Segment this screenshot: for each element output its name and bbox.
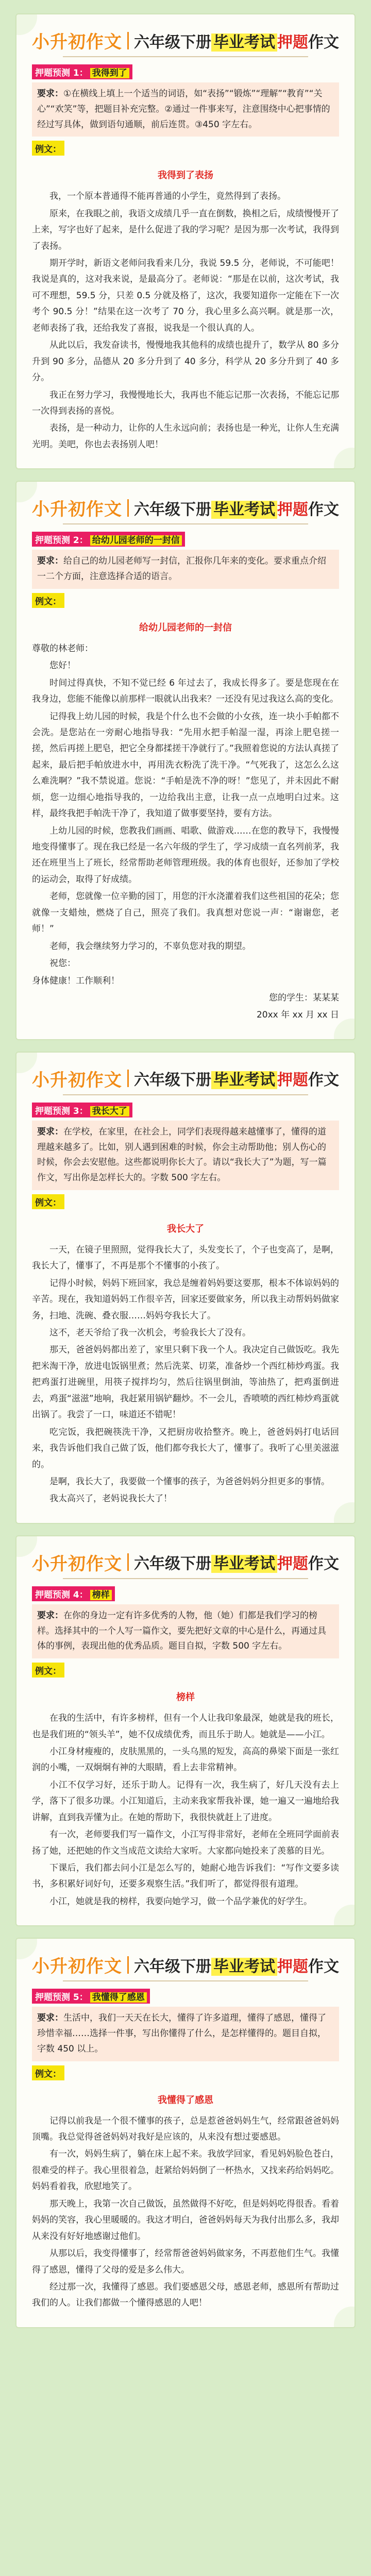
essay-card-4 <box>15 1535 356 1927</box>
title-underline <box>63 523 308 524</box>
title-suffix: 作文 <box>308 1071 339 1090</box>
example-tag: 例文： <box>32 593 64 608</box>
title-divider <box>127 32 129 49</box>
title-text <box>134 1067 339 1090</box>
title-prefix: 六年级下册 <box>134 1957 211 1976</box>
requirement-label: 要求： <box>37 1126 63 1137</box>
brand-title: 小升初作文 <box>32 1956 122 1977</box>
requirement-label: 要求： <box>37 89 63 99</box>
essay-paragraph: 老师，您就像一位辛勤的园丁，用您的汗水浇灌着我们这些祖国的花朵；您就像一支蜡烛，燃烧了自己，照亮了我们。我真想对您说一声：“谢谢您，老师！” <box>32 891 339 935</box>
title-divider <box>127 1553 129 1571</box>
essay-body <box>32 1242 339 1507</box>
title-red: 押题 <box>277 1071 308 1090</box>
essay-paragraph: 从那以后，我变得懂事了，经常帮爸爸妈妈做家务，不再惹他们生气。我懂得了感恩，懂得了父母的爱是多么伟大。 <box>32 2248 339 2275</box>
essay-paragraph: 记得我上幼儿园的时候，我是个什么也不会做的小女孩，连一块小手帕都不会洗。是您站在一旁耐心地指导我：“先用水把手帕湿一湿，再涂上肥皂搓一搓，然后再搓上肥皂，把它全身都揉搓干净就行了。”我照着您说的方法认真搓了起来，最后把手帕放进水中，再用洗衣粉洗了洗干净。“气死我了，这怎么么这么难洗啊？”我不禁说道。您说：“手帕是洗不净的呀！”您见了，并未因此不耐烦，您一边细心地指导我的，一边给我出主意，让我一点一点地明白过来。这样，最终我把手帕洗干净了，我知道了做事要坚持，要有方法。 <box>32 711 339 819</box>
page <box>0 13 371 2328</box>
requirement-box <box>32 2007 339 2061</box>
essay-title: 我懂得了感恩 <box>158 2094 213 2106</box>
essay-paragraph: 20xx 年 xx 月 xx 日 <box>256 1010 339 1021</box>
essay-paragraph: 小江不仅学习好，还乐于助人。记得有一次，我生病了，好几天没有去上学，落下了很多功课。小江知道后，主动来我家帮我补课，她一遍又一遍地给我讲解，直到我弄懂为止。在她的帮助下，我很快就赶上了进度。 <box>32 1780 339 1823</box>
topic-tag <box>32 1586 115 1601</box>
essay-paragraph: 记得以前我是一个很不懂事的孩子，总是惹爸爸妈妈生气，经常跟爸爸妈妈顶嘴。我总觉得爸爸妈妈对我好是应该的，从来没有想过要感恩。 <box>32 2115 339 2142</box>
essay-paragraph: 原来，在我眼之前，我语文成绩几乎一直在倒数，换相之后，成绩慢慢开了上来，写字也好了起来，是什么促进了我的学习呢？是因为那一次考试，我得到了表扬。 <box>32 208 339 251</box>
title-prefix: 六年级下册 <box>134 1071 211 1090</box>
title-red: 押题 <box>277 1555 308 1573</box>
topic-label: 押题预测 4： <box>35 1589 88 1600</box>
brand-title: 小升初作文 <box>32 32 122 53</box>
essay-paragraph: 期开学时，新语文老师问我看来几分，我说 59.5 分，老师说，不可能吧！我说是真的，这对我来说，是最高分了。老师说：“那是在以前，这次考试，我可不理想，59.5 分，只差 0.5 分就及格了，这次，我要知道你一定能在下一次考个 90.5 分！”结果在这一次考了 70 分，我心里多么高兴啊。就是那一次，老师表扬了我，还给我发了喜报，说我是一个很认真的人。 <box>32 258 339 333</box>
essay-title: 榜样 <box>176 1692 195 1703</box>
requirement-label: 要求： <box>37 1610 63 1621</box>
essay-paragraph: 身体健康！工作顺利！ <box>32 975 120 986</box>
title-underline <box>63 1094 308 1095</box>
topic-name: 榜样 <box>90 1590 112 1600</box>
card-title <box>32 1952 339 1977</box>
title-suffix: 作文 <box>308 33 339 52</box>
essay-paragraph: 有一次，妈妈生病了，躺在床上起不来。我放学回家，看见妈妈脸色苍白，很难受的样子。我心里很着急，赶紧给妈妈倒了一杯热水，又找来药给妈妈吃。妈妈看着我，欣慰地笑了。 <box>32 2149 339 2192</box>
essay-paragraph: 小江身材瘦瘦的，皮肤黑黑的，一头乌黑的短发，高高的鼻梁下面是一张红润的小嘴，一双炯炯有神的大眼睛，看上去非常精神。 <box>32 1746 339 1773</box>
essay-paragraph: 您好！ <box>49 660 76 671</box>
essay-body <box>32 189 339 453</box>
essay-paragraph: 有一次，老师要我们写一篇作文，小江写得非常好，老师在全班同学面前表扬了她，还把她的作文当成范文读给大家听。大家都向她投来了羡慕的目光。 <box>32 1829 339 1856</box>
requirement-box <box>32 1604 339 1658</box>
title-suffix: 作文 <box>308 1555 339 1573</box>
requirement-box <box>32 1121 339 1190</box>
requirement-box <box>32 82 339 137</box>
title-suffix: 作文 <box>308 500 339 519</box>
topic-name: 给幼儿园老师的一封信 <box>90 535 182 546</box>
topic-label: 押题预测 3： <box>35 1106 88 1116</box>
essay-body <box>32 1710 339 1910</box>
topic-label: 押题预测 2： <box>35 535 88 546</box>
essay-card-2 <box>15 481 356 1040</box>
title-underline <box>63 1980 308 1981</box>
title-red: 押题 <box>277 500 308 519</box>
card-title <box>32 28 339 53</box>
brand-title: 小升初作文 <box>32 1553 122 1574</box>
title-underline <box>63 1578 308 1579</box>
requirement-label: 要求： <box>37 556 63 567</box>
essay-title: 我得到了表扬 <box>158 170 213 181</box>
requirement-text: 在你的身边一定有许多优秀的人物，他（她）们都是我们学习的榜样。选择其中的一个人写一篇作文，要先把好文章的中心是什么，再通过具体的事例，表现出他的优秀品质。题目自拟，字数 500 字左右。 <box>37 1610 326 1652</box>
title-suffix: 作文 <box>308 1957 339 1976</box>
title-red: 押题 <box>277 33 308 52</box>
title-underline <box>63 56 308 57</box>
essay-paragraph: 这不，老天爷给了我一次机会，考验我长大了没有。 <box>49 1328 251 1338</box>
example-tag: 例文： <box>32 2065 64 2080</box>
essay-paragraph: 记得小时候，妈妈下班回家，我总是缠着妈妈要这要那，根本不体谅妈妈的辛苦。现在，我知道妈妈工作很辛苦，回家还要做家务，所以我主动帮妈妈做家务，扫地、洗碗、叠衣服……妈妈夸我长大了。 <box>32 1278 339 1321</box>
essay-paragraph: 下课后，我们都去问小江是怎么写的，她耐心地告诉我们：“写作文要多读书，多积累好词好句，还要多观察生活。”我们听了，都觉得很有道理。 <box>32 1863 339 1890</box>
title-prefix: 六年级下册 <box>134 500 211 519</box>
essay-paragraph: 吃完饭，我把碗筷洗干净，又把厨房收拾整齐。晚上，爸爸妈妈打电话回来，我告诉他们我自己做了饭，他们都夸我长大了，懂事了。我听了心里美滋滋的。 <box>32 1427 339 1470</box>
title-prefix: 六年级下册 <box>134 1555 211 1573</box>
topic-label: 押题预测 1： <box>35 68 88 78</box>
essay-paragraph: 我正在努力学习，我慢慢地长大，我再也不能忘记那一次表扬，不能忘记那一次得到表扬的喜悦。 <box>32 389 339 416</box>
topic-tag <box>32 64 132 79</box>
title-text <box>134 1551 339 1573</box>
essay-paragraph: 经过那一次，我懂得了感恩。我们要感恩父母，感恩老师，感恩所有帮助过我们的人。让我们都做一个懂得感恩的人吧！ <box>32 2281 339 2309</box>
essay-title: 我长大了 <box>167 1223 204 1234</box>
essay-paragraph: 从此以后，我发奋读书，慢慢地我其他科的成绩也提升了，数学从 80 多分升到 90 多分，品德从 20 多分升到了 40 多分，科学从 20 多分升到了 40 多分。 <box>32 340 339 383</box>
requirement-box <box>32 550 339 589</box>
topic-label: 押题预测 5： <box>35 1992 88 2003</box>
essay-paragraph: 您的学生：某某某 <box>269 992 339 1003</box>
essay-paragraph: 祝您： <box>49 958 76 969</box>
brand-title: 小升初作文 <box>32 499 122 520</box>
essay-card-1 <box>15 13 356 469</box>
topic-tag <box>32 1103 132 1117</box>
title-text <box>134 497 339 519</box>
essay-paragraph: 是啊，我长大了，我要做一个懂事的孩子，为爸爸妈妈分担更多的事情。 <box>49 1476 330 1487</box>
requirement-text: 生活中，我们一天天在长大，懂得了许多道理，懂得了感恩，懂得了珍惜幸福……选择一件事，写出你懂得了什么，是怎样懂得的。题目自拟，字数 450 以上。 <box>37 2013 326 2054</box>
essay-paragraph: 在我的生活中，有许多榜样，但有一个人让我印象最深，她就是我的班长，也是我们班的“领头羊”，她不仅成绩优秀，而且乐于助人。她就是——小江。 <box>32 1713 339 1740</box>
requirement-label: 要求： <box>37 2013 63 2024</box>
card-title <box>32 1066 339 1091</box>
brand-title: 小升初作文 <box>32 1070 122 1091</box>
requirement-text: 给自己的幼儿园老师写一封信，汇报你几年来的变化。要求重点介绍一二个方面，注意选择合适的语言。 <box>37 556 326 582</box>
example-tag: 例文： <box>32 1663 64 1677</box>
essay-paragraph: 那天晚上，我第一次自己做饭，虽然做得不好吃，但是妈妈吃得很香。看着妈妈的笑容，我心里暖暖的。我这才明白，爸爸妈妈每天为我付出那么多，我却从来没有好好地感谢过他们。 <box>32 2198 339 2242</box>
essay-paragraph: 我太高兴了，老妈说我长大了！ <box>49 1494 172 1504</box>
topic-tag <box>32 532 185 547</box>
title-divider <box>127 499 129 517</box>
title-highlight: 毕业考试 <box>211 1555 277 1573</box>
essay-card-5 <box>15 1938 356 2328</box>
title-red: 押题 <box>277 1957 308 1976</box>
title-highlight: 毕业考试 <box>211 501 277 519</box>
essay-paragraph: 尊敬的林老师： <box>32 643 93 654</box>
example-tag: 例文： <box>32 141 64 156</box>
title-divider <box>127 1956 129 1974</box>
essay-paragraph: 老师，我会继续努力学习的，不辜负您对我的期望。 <box>49 941 251 952</box>
topic-name: 我懂得了感恩 <box>90 1992 147 2003</box>
card-title <box>32 1550 339 1575</box>
essay-paragraph: 时间过得真快，不知不觉已经 6 年过去了，我成长得多了。要是您现在在我身边，您能不能像以前那样一眼就认出我来？一还没有见过我这么高的变化。 <box>32 677 339 705</box>
example-tag: 例文： <box>32 1194 64 1209</box>
essay-card-3 <box>15 1052 356 1524</box>
topic-tag <box>32 1989 150 2004</box>
topic-name: 我长大了 <box>90 1106 129 1116</box>
title-highlight: 毕业考试 <box>211 1958 277 1976</box>
title-prefix: 六年级下册 <box>134 33 211 52</box>
title-divider <box>127 1070 129 1087</box>
title-highlight: 毕业考试 <box>211 33 277 52</box>
essay-paragraph: 上幼儿园的时候，您教我们画画、唱歌、做游戏……在您的教导下，我慢慢地变得懂事了。现在我已经是一名六年级的学生了，学习成绩一直名列前茅，我还在班里当上了班长，经常帮助老师管理班级。我的体育也很好，还参加了学校的运动会，取得了好成绩。 <box>32 825 339 885</box>
essay-paragraph: 表扬，是一种动力，让你的人生永远向前；表扬也是一种光，让你人生充满光明。美吧，你也去表扬别人吧！ <box>32 423 339 450</box>
title-highlight: 毕业考试 <box>211 1071 277 1089</box>
essay-paragraph: 我，一个原本普通得不能再普通的小学生，竟然得到了表扬。 <box>49 191 286 202</box>
topic-name: 我得到了 <box>90 68 129 78</box>
requirement-text: 在学校，在家里，在社会上，同学们表现得越来越懂事了，懂得的道理越来越多了。比如，别人遇到困难的时候，你会主动帮助他；别人伤心的时候，你会去安慰他。这些都说明你长大了。请以“我长大了”为题，写一篇作文，写出你是怎样长大的。字数 500 字左右。 <box>37 1126 327 1183</box>
essay-paragraph: 小江，她就是我的榜样，我要向她学习，做一个品学兼优的好学生。 <box>49 1896 312 1907</box>
requirement-text: ①在横线上填上一个适当的词语，如“表扬”“锻炼”“理解”“教育”“关心”“欢笑”等，把题目补充完整。②通过一件事来写，注意围绕中心把事情的经过写具体，做到语句通顺，前后连贯。③450 字左右。 <box>37 89 330 130</box>
essay-title: 给幼儿园老师的一封信 <box>139 622 232 633</box>
essay-paragraph: 那天，爸爸妈妈都出差了，家里只剩下我一个人。我决定自己做饭吃。我先把米淘干净，放进电饭锅里煮；然后洗菜、切菜，准备炒一个西红柿炒鸡蛋。我把鸡蛋打进碗里，用筷子搅拌均匀，然后往锅里倒油，等油热了，把鸡蛋倒进去，鸡蛋“滋滋”地响，我赶紧用锅铲翻炒。不一会儿，香喷喷的西红柿炒鸡蛋就出锅了。我尝了一口，味道还不错呢！ <box>32 1345 339 1420</box>
title-text <box>134 1954 339 1976</box>
essay-body <box>32 2113 339 2312</box>
essay-body <box>32 641 339 1024</box>
essay-paragraph: 一天，在镜子里照照，觉得我长大了，头发变长了，个子也变高了，是啊，我长大了，懂事了，不再是那个不懂事的小孩了。 <box>32 1244 339 1272</box>
title-text <box>134 29 339 52</box>
card-title <box>32 495 339 520</box>
